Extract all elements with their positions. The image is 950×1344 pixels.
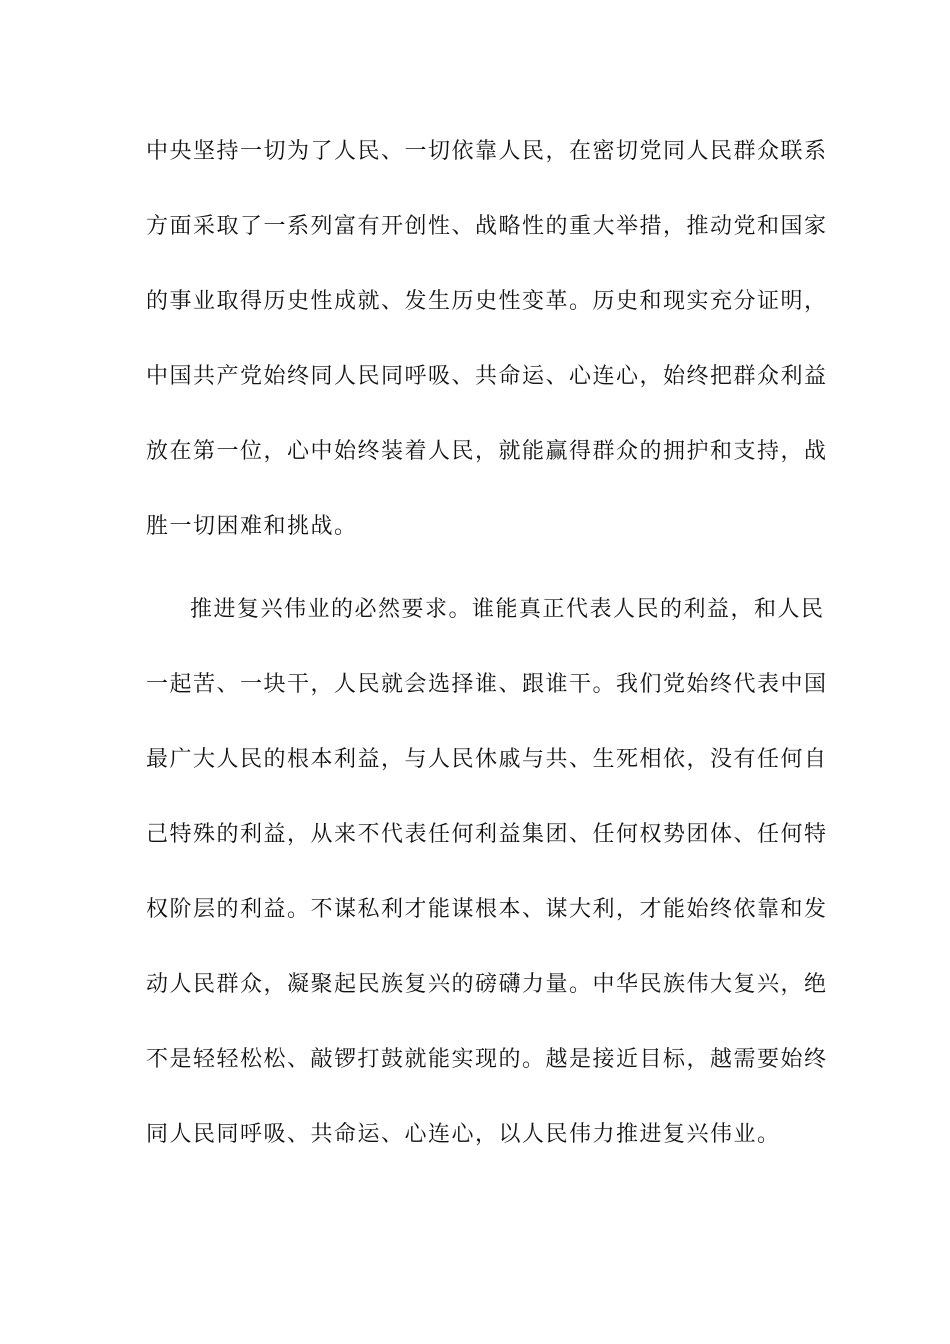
paragraph-2-line-4: 己特殊的利益，从来不代表任何利益集团、任何权势团体、任何特	[146, 822, 828, 847]
paragraph-2-line-2: 一起苦、一块干，人民就会选择谁、跟谁干。我们党始终代表中国	[146, 672, 828, 697]
paragraph-2-line-1: 推进复兴伟业的必然要求。谁能真正代表人民的利益，和人民	[190, 597, 825, 622]
paragraph-2-line-7: 不是轻轻松松、敲锣打鼓就能实现的。越是接近目标，越需要始终	[146, 1047, 828, 1072]
paragraph-2-line-6: 动人民群众，凝聚起民族复兴的磅礴力量。中华民族伟大复兴，绝	[146, 972, 828, 997]
paragraph-2-line-5: 权阶层的利益。不谋私利才能谋根本、谋大利，才能始终依靠和发	[146, 897, 828, 922]
paragraph-2-line-3: 最广大人民的根本利益，与人民休戚与共、生死相依，没有任何自	[146, 747, 828, 772]
paragraph-1-line-2: 方面采取了一系列富有开创性、战略性的重大举措，推动党和国家	[146, 214, 828, 239]
paragraph-1-line-5: 放在第一位，心中始终装着人民，就能赢得群众的拥护和支持，战	[146, 439, 828, 464]
paragraph-1-line-3: 的事业取得历史性成就、发生历史性变革。历史和现实充分证明，	[146, 289, 828, 314]
paragraph-2-line-8: 同人民同呼吸、共命运、心连心，以人民伟力推进复兴伟业。	[146, 1122, 781, 1147]
paragraph-1-line-1: 中央坚持一切为了人民、一切依靠人民，在密切党同人民群众联系	[146, 139, 828, 164]
paragraph-1-line-6: 胜一切困难和挑战。	[146, 514, 358, 539]
paragraph-1-line-4: 中国共产党始终同人民同呼吸、共命运、心连心，始终把群众利益	[146, 364, 828, 389]
